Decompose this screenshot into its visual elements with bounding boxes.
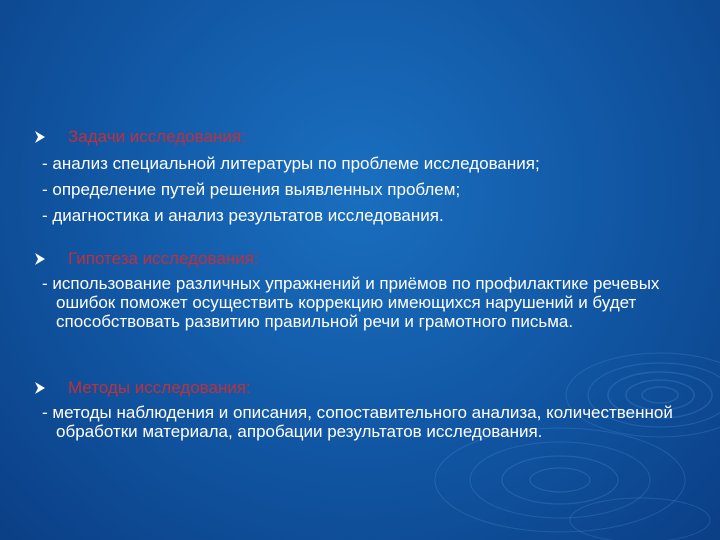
- arrow-bullet-icon: [34, 381, 46, 395]
- list-item: - методы наблюдения и описания, сопоставительного анализа, количественной обработки материала, апробации результатов исследования.: [42, 403, 673, 441]
- list-item: - определение путей решения выявленных проблем;: [42, 180, 461, 199]
- heading-text: Задачи исследования:: [68, 127, 246, 146]
- section-tasks: [34, 127, 694, 225]
- heading-text: Гипотеза исследования:: [68, 249, 259, 268]
- section-heading: [34, 249, 694, 269]
- heading-text: Методы исследования:: [68, 378, 251, 397]
- section-heading: [34, 378, 694, 398]
- list-item: - использование различных упражнений и приёмов по профилактике речевых ошибок поможет осуществить коррекцию имеющихся нарушений и будет способствовать развитию правильной речи и грамотного письма.: [42, 274, 660, 331]
- arrow-bullet-icon: [34, 130, 46, 144]
- section-heading: [34, 127, 694, 147]
- section-hypothesis: [34, 249, 694, 331]
- list-item: - анализ специальной литературы по проблеме исследования;: [42, 154, 540, 173]
- arrow-bullet-icon: [34, 252, 46, 266]
- list-item: - диагностика и анализ результатов исследования.: [42, 206, 444, 225]
- section-methods: [34, 378, 694, 441]
